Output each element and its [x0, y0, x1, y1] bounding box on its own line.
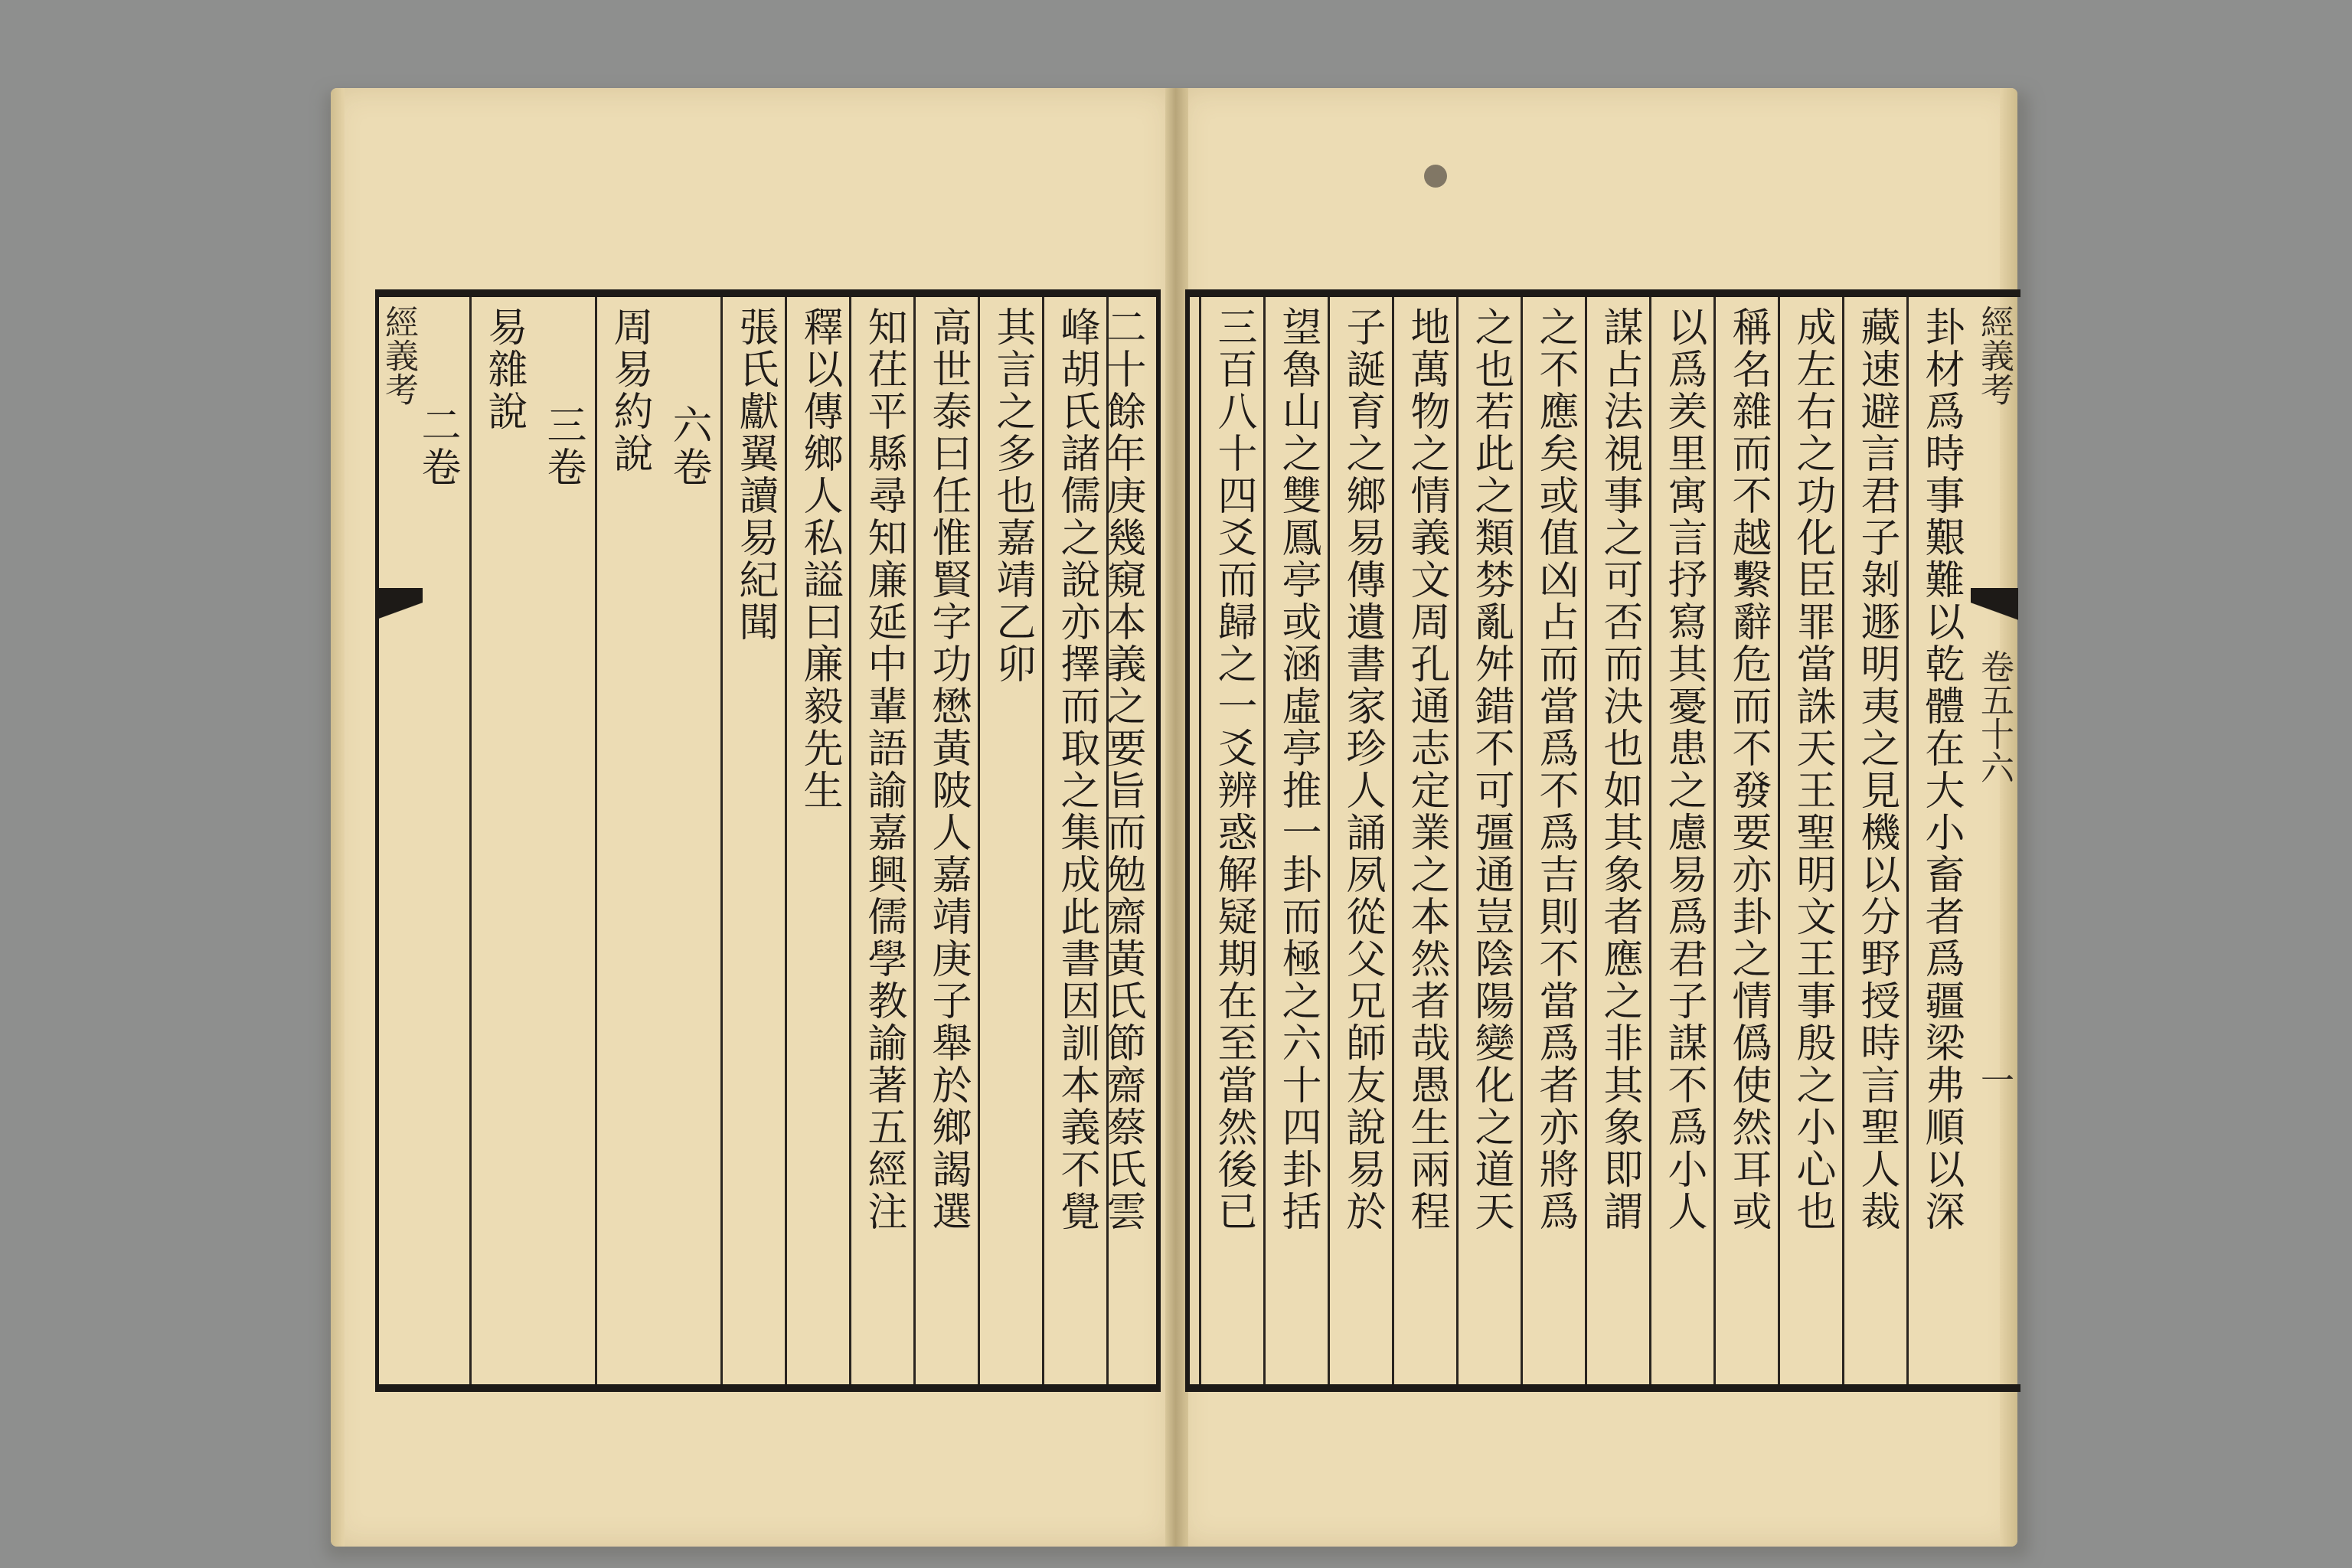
- right-column-2: 藏速避言君子剝遯明夷之見機以分野授時言聖人裁: [1842, 297, 1909, 1384]
- right-fish-tail-mark: [1971, 588, 2018, 634]
- right-column-3: 成左右之功化臣罪當誅天王聖明文王事殷之小心也: [1778, 297, 1844, 1384]
- left-margin-title: 經義考: [379, 305, 418, 406]
- right-column-5: 以爲羑里寓言抒寫其憂患之慮易爲君子謀不爲小人: [1649, 297, 1716, 1384]
- right-margin-title: 經義考: [1975, 305, 2014, 406]
- left-page-edge: [331, 88, 345, 1547]
- left-column-5: 知茌平縣尋知廉延中輩語諭嘉興儒學教諭著五經注: [849, 297, 916, 1384]
- left-column-6: 釋以傳鄉人私謚曰廉毅先生: [785, 297, 851, 1384]
- right-page-number: 一: [1975, 1063, 2014, 1096]
- left-column-12: 二卷: [414, 404, 460, 488]
- right-text-frame: [1185, 289, 2020, 1392]
- right-column-4: 稱名雜而不越繫辭危而不發要亦卦之情僞使然耳或: [1713, 297, 1780, 1384]
- right-column-8: 之也若此之類棼亂舛錯不可彊通豈陰陽變化之道天: [1456, 297, 1523, 1384]
- left-column-7: 張氏獻翼讀易紀聞: [720, 297, 787, 1384]
- ink-blot: [1424, 165, 1447, 188]
- left-column-9: 周易約說: [595, 297, 662, 1384]
- right-column-6: 謀占法視事之可否而決也如其象者應之非其象即謂: [1585, 297, 1651, 1384]
- right-column-12: 三百八十四爻而歸之一爻辨惑解疑期在至當然後已: [1199, 297, 1266, 1384]
- right-column-11: 望魯山之雙鳳亭或涵虛亭推一卦而極之六十四卦括: [1263, 297, 1330, 1384]
- left-fish-tail-mark: [375, 588, 423, 634]
- left-column-1: 二十餘年庚幾窺本義之要旨而勉齋黃氏節齋蔡氏雲: [1106, 297, 1155, 1384]
- left-text-frame: [375, 289, 1161, 1392]
- right-column-9: 地萬物之情義文周孔通志定業之本然者哉愚生兩程: [1392, 297, 1459, 1384]
- left-column-10: 三卷: [540, 404, 586, 488]
- right-column-7: 之不應矣或值凶占而當爲不爲吉則不當爲者亦將爲: [1521, 297, 1587, 1384]
- left-column-3: 其言之多也嘉靖乙卯: [978, 297, 1044, 1384]
- left-column-2: 峰胡氏諸儒之說亦擇而取之集成此書因訓本義不覺: [1042, 297, 1109, 1384]
- right-column-1: 卦材爲時事艱難以乾體在大小畜者爲疆梁弗順以深: [1906, 297, 1973, 1384]
- right-volume-label: 卷五十六: [1975, 649, 2014, 784]
- left-column-4: 高世泰曰任惟賢字功懋黃陂人嘉靖庚子舉於鄉謁選: [913, 297, 980, 1384]
- left-column-11: 易雜說: [469, 297, 536, 1384]
- left-column-8: 六卷: [665, 404, 711, 488]
- right-column-10: 子誕育之鄉易傳遺書家珍人誦夙從父兄師友說易於: [1328, 297, 1394, 1384]
